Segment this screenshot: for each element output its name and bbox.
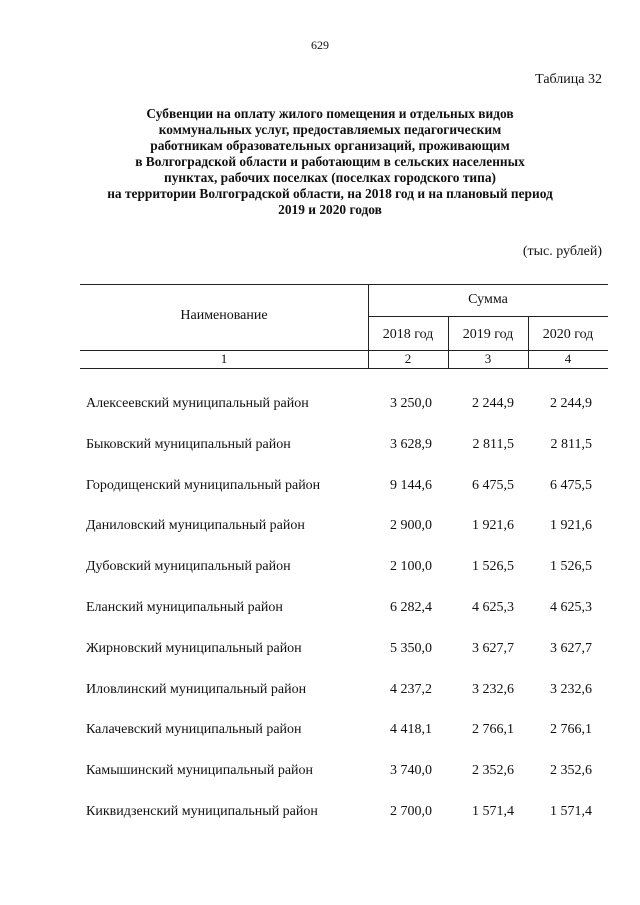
- row-name: Иловлинский муниципальный район: [86, 681, 307, 697]
- row-name: Камышинский муниципальный район: [86, 763, 314, 779]
- value-2020: 6 475,5: [550, 477, 592, 493]
- units-label: (тыс. рублей): [522, 244, 602, 259]
- value-2019: 1 921,6: [472, 518, 514, 534]
- title-line: Субвенции на оплату жилого помещения и отдельных видов: [146, 106, 514, 121]
- table-row: [86, 714, 606, 755]
- value-2018: 4 237,2: [390, 681, 432, 697]
- value-2020: 1 921,6: [550, 518, 592, 534]
- table-row: [86, 388, 606, 429]
- value-2020: 3 232,6: [550, 681, 592, 697]
- value-2018: 2 900,0: [390, 518, 432, 534]
- row-name: Калачевский муниципальный район: [86, 722, 302, 738]
- value-2018: 3 628,9: [390, 436, 432, 452]
- table-header: [80, 284, 608, 374]
- title-line: пунктах, рабочих поселках (поселках городского типа): [164, 170, 496, 185]
- table-row: [86, 796, 606, 837]
- title-line: коммунальных услуг, предоставляемых педагогическим: [158, 122, 502, 137]
- value-2020: 4 625,3: [550, 599, 592, 615]
- value-2020: 2 244,9: [550, 396, 592, 411]
- title-line: на территории Волгоградской области, на 2018 год и на плановый период: [107, 186, 553, 201]
- title-line: работникам образовательных организаций, проживающим: [150, 138, 510, 153]
- value-2020: 2 811,5: [550, 436, 592, 452]
- header-col-number-3: 3: [484, 351, 492, 366]
- table-row: [86, 551, 606, 592]
- header-col-number-1: 1: [220, 351, 228, 366]
- value-2019: 6 475,5: [472, 477, 514, 493]
- value-2019: 1 526,5: [472, 559, 514, 575]
- row-name: Даниловский муниципальный район: [86, 518, 305, 534]
- value-2018: 3 740,0: [390, 763, 432, 779]
- value-2019: 4 625,3: [472, 599, 514, 615]
- page-number: 629: [311, 38, 329, 52]
- header-col-number-2: 2: [404, 351, 412, 366]
- title-line: в Волгоградской области и работающим в сельских населенных: [135, 154, 525, 169]
- value-2019: 2 244,9: [472, 396, 514, 411]
- row-name: Жирновский муниципальный район: [86, 640, 302, 656]
- header-bottom-border: [80, 368, 608, 369]
- table-row: [86, 592, 606, 633]
- table-row: [86, 510, 606, 551]
- document-title: [70, 106, 590, 218]
- row-name: Дубовский муниципальный район: [86, 559, 291, 575]
- value-2018: 5 350,0: [390, 640, 432, 656]
- row-name: Быковский муниципальный район: [86, 436, 291, 452]
- value-2018: 2 700,0: [390, 803, 432, 819]
- header-year-2018: 2018 год: [382, 327, 434, 342]
- header-year-2020: 2020 год: [542, 327, 594, 342]
- value-2019: 3 627,7: [472, 640, 514, 656]
- value-2020: 2 352,6: [550, 763, 592, 779]
- header-sum-divider: [368, 316, 608, 317]
- row-name: Алексеевский муниципальный район: [86, 396, 309, 411]
- row-name: Киквидзенский муниципальный район: [86, 803, 318, 819]
- table-number: Таблица 32: [535, 72, 602, 87]
- value-2019: 2 811,5: [472, 436, 514, 452]
- table-body: [86, 388, 606, 837]
- header-top-border: [80, 284, 608, 285]
- row-name: Городищенский муниципальный район: [86, 477, 321, 493]
- value-2020: 3 627,7: [550, 640, 592, 656]
- value-2019: 3 232,6: [472, 681, 514, 697]
- header-sum: Сумма: [468, 292, 508, 307]
- table-row: [86, 429, 606, 470]
- row-name: Еланский муниципальный район: [86, 599, 283, 615]
- value-2018: 2 100,0: [390, 559, 432, 575]
- table-row: [86, 755, 606, 796]
- header-col-number-4: 4: [564, 351, 572, 366]
- value-2018: 6 282,4: [390, 599, 432, 615]
- value-2020: 1 526,5: [550, 559, 592, 575]
- value-2019: 1 571,4: [472, 803, 514, 819]
- value-2018: 3 250,0: [390, 396, 432, 411]
- table-row: [86, 674, 606, 715]
- value-2018: 9 144,6: [390, 477, 432, 493]
- title-line: 2019 и 2020 годов: [278, 202, 382, 217]
- value-2019: 2 766,1: [472, 722, 514, 738]
- header-year-2019: 2019 год: [462, 327, 514, 342]
- table-row: [86, 633, 606, 674]
- value-2020: 1 571,4: [550, 803, 592, 819]
- header-name: Наименование: [180, 308, 268, 323]
- value-2020: 2 766,1: [550, 722, 592, 738]
- table-row: [86, 470, 606, 511]
- value-2018: 4 418,1: [390, 722, 432, 738]
- value-2019: 2 352,6: [472, 763, 514, 779]
